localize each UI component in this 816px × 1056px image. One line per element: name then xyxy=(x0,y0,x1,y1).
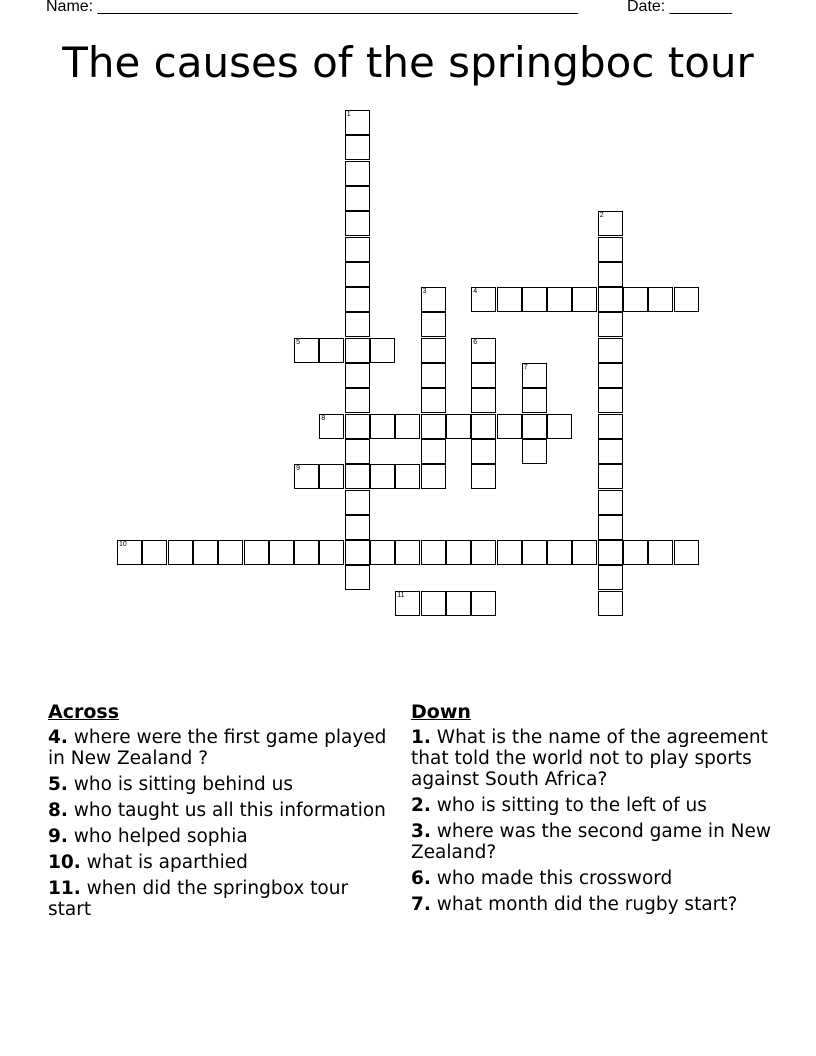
grid-cell[interactable] xyxy=(674,287,699,312)
grid-cell[interactable] xyxy=(421,312,446,337)
across-clue xyxy=(48,774,388,795)
grid-cell[interactable] xyxy=(522,439,547,464)
grid-cell[interactable] xyxy=(598,211,623,236)
grid-cell[interactable] xyxy=(598,312,623,337)
clue-label: 9. xyxy=(48,826,68,847)
grid-cell[interactable] xyxy=(168,540,193,565)
grid-cell[interactable] xyxy=(446,414,471,439)
clue-number: 11 xyxy=(397,591,405,599)
clue-text: what is aparthied xyxy=(80,852,248,873)
grid-cell[interactable] xyxy=(294,540,319,565)
grid-cell[interactable] xyxy=(345,515,370,540)
clue-text: when did the springbox tour start xyxy=(48,878,349,920)
grid-cell[interactable] xyxy=(598,287,623,312)
grid-cell[interactable] xyxy=(471,439,496,464)
grid-cell[interactable] xyxy=(218,540,243,565)
grid-cell[interactable] xyxy=(471,540,496,565)
grid-cell[interactable] xyxy=(598,338,623,363)
clue-label: 8. xyxy=(48,800,68,821)
grid-cell[interactable] xyxy=(370,540,395,565)
clue-number: 1 xyxy=(346,111,351,118)
grid-cell[interactable] xyxy=(674,540,699,565)
grid-cell[interactable] xyxy=(598,262,623,287)
down-heading: Down xyxy=(411,701,471,723)
down-clue xyxy=(411,821,781,863)
grid-cell[interactable] xyxy=(345,161,370,186)
grid-cell[interactable] xyxy=(623,287,648,312)
grid-cell[interactable] xyxy=(497,287,522,312)
down-clue xyxy=(411,868,781,889)
grid-cell[interactable] xyxy=(421,388,446,413)
grid-cell[interactable] xyxy=(269,540,294,565)
across-clue xyxy=(48,727,388,769)
clue-text: where was the second game in New Zealand? xyxy=(411,821,772,863)
grid-cell[interactable] xyxy=(421,464,446,489)
clue-number: 7 xyxy=(523,364,528,371)
clue-label: 3. xyxy=(411,821,431,842)
clue-label: 2. xyxy=(411,795,431,816)
across-clues xyxy=(48,702,388,925)
clue-label: 5. xyxy=(48,774,68,795)
name-field[interactable]: Name: ______________________________________________________ xyxy=(46,0,579,15)
grid-cell[interactable] xyxy=(598,565,623,590)
grid-cell[interactable] xyxy=(471,414,496,439)
clue-number: 10 xyxy=(119,541,127,549)
clue-number: 6 xyxy=(473,338,478,346)
clue-number: 5 xyxy=(296,338,300,346)
clue-text: who helped sophia xyxy=(67,826,248,847)
grid-cell[interactable] xyxy=(345,565,370,590)
grid-cell[interactable] xyxy=(598,591,623,616)
grid-cell[interactable] xyxy=(395,540,420,565)
grid-cell[interactable] xyxy=(345,464,370,489)
grid-cell[interactable] xyxy=(471,338,496,363)
grid-cell[interactable] xyxy=(345,490,370,515)
clue-text: who made this crossword xyxy=(430,868,673,889)
grid-cell[interactable] xyxy=(345,540,370,565)
grid-cell[interactable] xyxy=(421,540,446,565)
grid-cell[interactable] xyxy=(598,464,623,489)
grid-cell[interactable] xyxy=(319,338,344,363)
date-field[interactable]: Date: _______ xyxy=(627,0,732,15)
grid-cell[interactable] xyxy=(471,287,496,312)
grid-cell[interactable] xyxy=(648,540,673,565)
grid-cell[interactable] xyxy=(598,439,623,464)
page-title: The causes of the springboc tour xyxy=(62,38,754,87)
across-heading: Across xyxy=(48,701,120,723)
clue-text: who is sitting behind us xyxy=(67,774,293,795)
down-clues xyxy=(411,702,781,920)
grid-cell[interactable] xyxy=(598,515,623,540)
across-clue xyxy=(48,852,388,873)
grid-cell[interactable] xyxy=(421,363,446,388)
down-clue xyxy=(411,894,781,915)
grid-cell[interactable] xyxy=(598,388,623,413)
grid-cell[interactable] xyxy=(547,540,572,565)
grid-cell[interactable] xyxy=(345,312,370,337)
grid-cell[interactable] xyxy=(345,186,370,211)
grid-cell[interactable] xyxy=(623,540,648,565)
grid-cell[interactable] xyxy=(395,414,420,439)
clue-label: 7. xyxy=(411,894,431,915)
grid-cell[interactable] xyxy=(345,338,370,363)
grid-cell[interactable] xyxy=(395,591,420,616)
down-clue xyxy=(411,795,781,816)
grid-cell[interactable] xyxy=(319,464,344,489)
grid-cell[interactable] xyxy=(648,287,673,312)
clue-label: 4. xyxy=(48,727,68,748)
clue-label: 10. xyxy=(48,852,81,873)
grid-cell[interactable] xyxy=(598,237,623,262)
grid-cell[interactable] xyxy=(142,540,167,565)
clue-number: 2 xyxy=(599,212,604,220)
clue-number: 9 xyxy=(296,465,300,473)
across-clue xyxy=(48,878,388,920)
grid-cell[interactable] xyxy=(572,540,597,565)
grid-cell[interactable] xyxy=(117,540,142,565)
grid-cell[interactable] xyxy=(572,287,597,312)
grid-cell[interactable] xyxy=(345,287,370,312)
clue-text: who taught us all this information xyxy=(67,800,386,821)
down-clue xyxy=(411,727,781,790)
grid-cell[interactable] xyxy=(547,414,572,439)
grid-cell[interactable] xyxy=(497,540,522,565)
across-clue xyxy=(48,826,388,847)
clue-label: 6. xyxy=(411,868,431,889)
clue-text: who is sitting to the left of us xyxy=(430,795,707,816)
grid-cell[interactable] xyxy=(370,464,395,489)
grid-cell[interactable] xyxy=(421,414,446,439)
grid-cell[interactable] xyxy=(345,237,370,262)
grid-cell[interactable] xyxy=(345,211,370,236)
grid-cell[interactable] xyxy=(244,540,269,565)
grid-cell[interactable] xyxy=(522,414,547,439)
grid-cell[interactable] xyxy=(547,287,572,312)
grid-cell[interactable] xyxy=(345,388,370,413)
grid-cell[interactable] xyxy=(421,439,446,464)
grid-cell[interactable] xyxy=(345,414,370,439)
grid-cell[interactable] xyxy=(294,338,319,363)
grid-cell[interactable] xyxy=(522,388,547,413)
grid-cell[interactable] xyxy=(294,464,319,489)
grid-cell[interactable] xyxy=(421,591,446,616)
clue-number: 3 xyxy=(422,288,427,296)
grid-cell[interactable] xyxy=(471,388,496,413)
grid-cell[interactable] xyxy=(446,591,471,616)
grid-cell[interactable] xyxy=(370,414,395,439)
grid-cell[interactable] xyxy=(497,414,522,439)
grid-cell[interactable] xyxy=(446,540,471,565)
grid-cell[interactable] xyxy=(345,135,370,160)
grid-cell[interactable] xyxy=(421,338,446,363)
grid-cell[interactable] xyxy=(471,464,496,489)
grid-cell[interactable] xyxy=(598,414,623,439)
across-clue xyxy=(48,800,388,821)
grid-cell[interactable] xyxy=(598,490,623,515)
grid-cell[interactable] xyxy=(598,540,623,565)
grid-cell[interactable] xyxy=(370,338,395,363)
clue-label: 11. xyxy=(48,878,81,899)
grid-cell[interactable] xyxy=(471,363,496,388)
grid-cell[interactable] xyxy=(319,414,344,439)
grid-cell[interactable] xyxy=(345,262,370,287)
grid-cell[interactable] xyxy=(522,363,547,388)
grid-cell[interactable] xyxy=(345,363,370,388)
clue-number: 8 xyxy=(321,414,326,422)
grid-cell[interactable] xyxy=(345,110,370,135)
clue-label: 1. xyxy=(411,727,431,748)
grid-cell[interactable] xyxy=(522,287,547,312)
grid-cell[interactable] xyxy=(345,439,370,464)
grid-cell[interactable] xyxy=(319,540,344,565)
clue-text: What is the name of the agreement that told the world not to play sports against South Africa? xyxy=(411,727,768,790)
grid-cell[interactable] xyxy=(471,591,496,616)
clue-number: 4 xyxy=(473,288,478,296)
grid-cell[interactable] xyxy=(421,287,446,312)
grid-cell[interactable] xyxy=(193,540,218,565)
clue-text: where were the first game played in New Zealand ? xyxy=(48,727,387,769)
clue-text: what month did the rugby start? xyxy=(430,894,738,915)
grid-cell[interactable] xyxy=(598,363,623,388)
grid-cell[interactable] xyxy=(395,464,420,489)
grid-cell[interactable] xyxy=(522,540,547,565)
